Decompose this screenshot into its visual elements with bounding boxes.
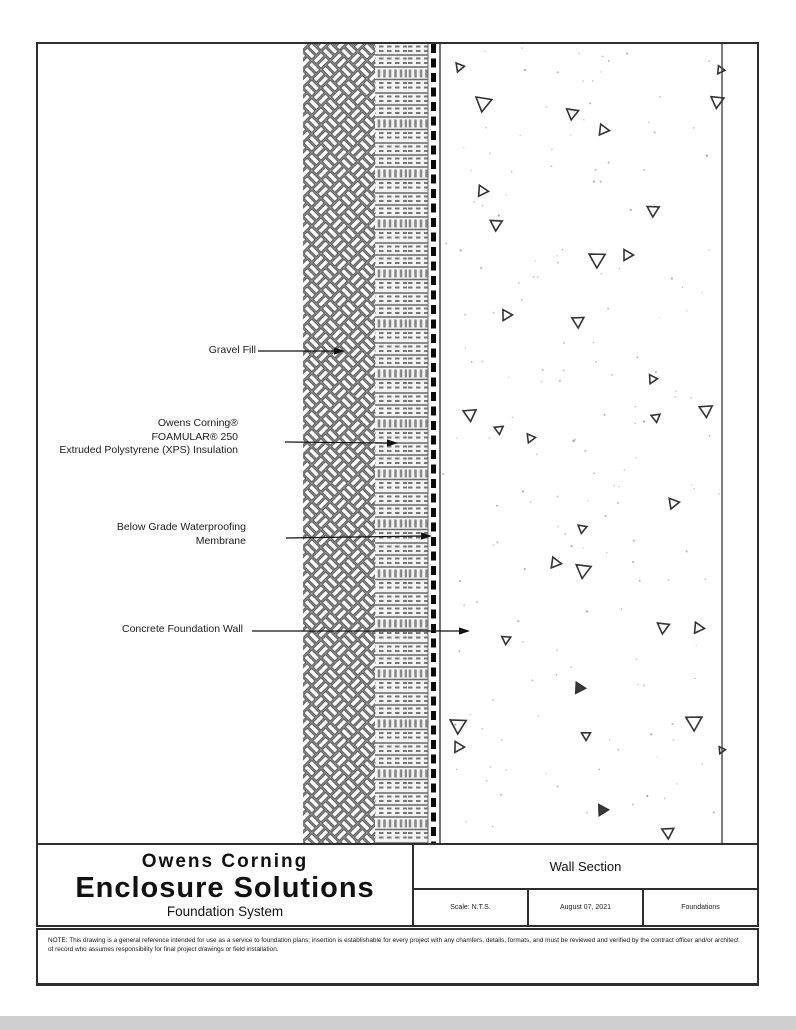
stipple-dot	[586, 610, 588, 612]
stipple-dot	[556, 496, 558, 498]
stipple-dot	[536, 453, 538, 455]
stipple-dot	[486, 780, 488, 782]
stipple-dot	[583, 119, 585, 121]
stipple-dot	[643, 169, 645, 171]
stipple-dot	[458, 650, 460, 652]
stipple-dot	[551, 165, 553, 167]
stipple-dot	[654, 131, 656, 133]
stipple-dot	[476, 601, 478, 603]
stipple-dot	[480, 267, 482, 269]
stipple-dot	[482, 204, 484, 206]
stipple-dot	[471, 361, 473, 363]
stipple-dot	[664, 797, 666, 799]
aggregate-triangle	[656, 623, 669, 634]
stipple-dot	[704, 578, 706, 580]
stipple-dot	[691, 484, 693, 486]
callout-text: FOAMULAR® 250	[151, 430, 238, 443]
stipple-dot	[595, 361, 597, 363]
aggregate-triangle	[527, 433, 536, 443]
gravel-hatch	[303, 44, 375, 843]
stipple-dot	[489, 437, 491, 439]
stipple-dot	[532, 276, 534, 278]
stipple-dot	[556, 674, 558, 676]
stipple-dot	[713, 811, 715, 813]
aggregate-triangle	[695, 622, 705, 634]
stipple-dot	[696, 645, 698, 647]
stipple-dot	[623, 470, 625, 472]
stipple-dot	[702, 763, 704, 765]
stipple-dot	[464, 347, 466, 349]
stipple-dot	[506, 194, 508, 196]
stipple-dot	[708, 60, 710, 62]
stipple-dot	[570, 666, 572, 668]
aggregate-triangle	[575, 565, 591, 580]
aggregate-triangles	[450, 62, 726, 839]
stipple-dot	[639, 580, 641, 582]
stipple-dot	[563, 370, 565, 372]
stipple-dot	[470, 714, 472, 716]
stipple-dot	[606, 552, 607, 553]
stipple-dot	[562, 249, 564, 251]
stipple-dot	[481, 728, 483, 730]
stipple-dot	[485, 127, 487, 129]
stipple-dot	[559, 380, 561, 382]
stipple-dot	[532, 679, 534, 681]
aggregate-triangle	[582, 733, 591, 741]
stipple-dot	[701, 292, 703, 294]
stipple-dot	[535, 260, 537, 262]
stipple-dot	[463, 604, 465, 606]
callout-text: Concrete Foundation Wall	[121, 623, 243, 635]
stipple-dot	[618, 486, 619, 487]
callout-text: Gravel Fill	[208, 344, 256, 356]
callout-text: Owens Corning®	[157, 417, 238, 429]
callout-xps-insulation	[0, 417, 238, 458]
stipple-dot	[578, 53, 579, 54]
aggregate-triangle	[455, 741, 465, 752]
stipple-dot	[538, 715, 540, 717]
stipple-dot	[648, 121, 650, 123]
stipple-dot	[686, 310, 688, 312]
concrete-stipple	[442, 47, 720, 827]
stipple-dot	[582, 547, 583, 548]
stipple-dot	[586, 812, 588, 814]
stipple-dot	[621, 608, 622, 609]
stipple-dot	[600, 71, 602, 73]
stipple-dot	[517, 620, 519, 622]
stipple-dot	[655, 371, 657, 373]
aggregate-triangle	[551, 557, 562, 569]
aggregate-triangle	[474, 97, 492, 113]
stipple-dot	[465, 821, 467, 823]
stipple-dot	[632, 561, 634, 563]
stipple-dot	[481, 360, 483, 362]
stipple-dot	[675, 390, 677, 392]
stipple-dot	[709, 435, 711, 437]
stipple-dot	[607, 308, 609, 310]
stipple-dot	[500, 794, 502, 796]
stipple-dot	[518, 282, 520, 284]
stipple-dot	[551, 148, 553, 150]
stipple-dot	[459, 580, 461, 582]
stipple-dot	[718, 493, 720, 495]
stipple-dot	[626, 52, 628, 54]
stipple-dot	[671, 723, 673, 725]
stipple-dot	[456, 437, 458, 439]
stipple-dot	[489, 152, 491, 154]
stipple-dot	[546, 106, 547, 107]
stipple-dot	[496, 505, 498, 507]
stipple-dot	[676, 783, 678, 785]
note-text: NOTE: This drawing is a general reference intended for use as a service to foundation plans; insertion is establishable for every project with any chamfers, details, formats, and must be reviewed and verified by the contract officer and/or architect of record who assumes responsibility for final project drawings or field installation.	[48, 937, 739, 953]
aggregate-triangle	[490, 220, 503, 231]
aggregate-triangle	[589, 254, 605, 268]
stipple-dot	[653, 204, 655, 206]
stipple-dot	[656, 756, 657, 757]
stipple-dot	[686, 551, 688, 553]
stipple-dot	[492, 826, 493, 827]
stipple-dot	[659, 317, 661, 319]
aggregate-triangle	[501, 636, 511, 644]
stipple-dot	[557, 262, 559, 264]
stipple-dot	[619, 268, 621, 270]
stipple-dot	[537, 276, 539, 278]
stipple-dot	[595, 169, 597, 171]
drawing-title: Wall Section	[414, 845, 757, 890]
aggregate-triangle	[624, 250, 634, 261]
stipple-dot	[674, 396, 676, 398]
stipple-dot	[603, 414, 605, 416]
stipple-dot	[632, 804, 634, 806]
aggregate-triangle	[576, 682, 586, 693]
stipple-dot	[636, 357, 638, 359]
stipple-dot	[570, 134, 572, 136]
stipple-dot	[556, 255, 558, 257]
stipple-dot	[636, 457, 637, 458]
callout-waterproofing-membrane	[6, 521, 246, 548]
stipple-dot	[519, 135, 520, 136]
stipple-dot	[609, 739, 611, 741]
stipple-dot	[646, 795, 648, 797]
aggregate-triangle	[651, 414, 661, 423]
stipple-dot	[668, 579, 670, 581]
callout-gravel-fill	[16, 344, 256, 358]
aggregate-triangle	[650, 374, 658, 383]
title-block-right	[414, 845, 757, 925]
product-title: Enclosure Solutions	[75, 872, 375, 904]
aggregate-triangle	[577, 525, 587, 534]
aggregate-triangle	[456, 62, 465, 72]
stipple-dot	[584, 450, 586, 452]
stipple-dot	[693, 127, 695, 129]
aggregate-triangle	[565, 109, 578, 121]
stipple-dot	[564, 533, 566, 535]
stipple-dot	[613, 485, 615, 487]
stipple-dot	[589, 102, 591, 104]
stipple-dot	[600, 273, 602, 275]
stipple-dot	[512, 416, 514, 418]
aggregate-triangle	[494, 426, 504, 435]
stipple-dot	[456, 769, 457, 770]
brand-title: Owens Corning	[141, 851, 309, 872]
stipple-dot	[493, 544, 495, 546]
stipple-dot	[637, 684, 639, 686]
stipple-dot	[592, 80, 594, 82]
stipple-dot	[602, 56, 603, 57]
stipple-dot	[571, 545, 573, 547]
aggregate-triangle	[463, 410, 477, 422]
stipple-dot	[454, 723, 456, 725]
stipple-dot	[521, 47, 523, 49]
stipple-dot	[463, 147, 464, 148]
aggregate-triangle	[699, 406, 713, 418]
callout-concrete-wall	[3, 623, 243, 637]
stipple-dot	[508, 377, 509, 378]
stipple-dot	[608, 162, 610, 164]
system-subtitle: Foundation System	[166, 904, 284, 919]
callout-text: Extruded Polystyrene (XPS) Insulation	[59, 444, 238, 456]
aggregate-triangle	[450, 720, 466, 734]
aggregate-triangle	[599, 124, 610, 136]
stipple-dot	[470, 170, 472, 172]
stipple-dot	[572, 440, 574, 442]
aggregate-triangle	[572, 317, 584, 328]
stipple-dot	[690, 397, 692, 399]
stipple-dot	[492, 312, 494, 314]
stipple-dot	[442, 473, 444, 475]
title-block-fields	[414, 890, 757, 925]
stipple-dot	[599, 769, 601, 771]
stipple-dot	[682, 286, 683, 287]
stipple-dot	[593, 180, 595, 182]
stipple-dot	[593, 342, 595, 344]
canvas-gutter	[0, 1016, 796, 1030]
callout-arrowhead	[459, 627, 470, 634]
stipple-dot	[605, 515, 607, 517]
stipple-dot	[501, 739, 503, 741]
stipple-dot	[611, 374, 613, 376]
stipple-dot	[473, 201, 475, 203]
callout-text: Below Grade Waterproofing	[116, 521, 246, 533]
stipple-dot	[617, 502, 619, 504]
scale-field: Scale: N.T.S.	[450, 904, 491, 911]
stipple-dot	[524, 69, 526, 71]
stipple-dot	[593, 472, 595, 474]
stipple-dot	[490, 766, 491, 767]
stipple-dot	[635, 406, 637, 408]
date-field: August 07, 2021	[527, 890, 642, 925]
stipple-dot	[522, 490, 524, 492]
stipple-dot	[617, 749, 619, 751]
aggregate-triangle	[479, 185, 489, 197]
aggregate-triangle	[503, 309, 513, 320]
stipple-dot	[706, 155, 708, 157]
stipple-dot	[659, 96, 661, 98]
stipple-dot	[524, 568, 526, 570]
stipple-dot	[633, 539, 635, 541]
stipple-dot	[460, 249, 462, 251]
callout-text: Membrane	[195, 534, 246, 547]
stipple-dot	[511, 171, 512, 172]
stipple-dot	[673, 739, 675, 741]
stipple-dot	[563, 342, 565, 344]
stipple-dot	[582, 80, 584, 82]
stipple-dot	[600, 181, 602, 183]
aggregate-triangle	[599, 804, 609, 815]
stipple-dot	[445, 242, 447, 244]
stipple-dot	[496, 541, 498, 543]
stipple-dot	[643, 685, 645, 687]
stipple-dot	[634, 423, 635, 424]
aggregate-triangle	[686, 717, 702, 731]
stipple-dot	[636, 658, 638, 660]
stipple-dot	[498, 214, 500, 216]
title-block-company-cell	[38, 845, 414, 925]
stipple-dot	[694, 488, 695, 489]
stipple-dot	[694, 678, 695, 679]
stipple-dot	[484, 51, 486, 53]
stipple-dot	[608, 60, 610, 62]
stipple-dot	[541, 381, 543, 383]
stipple-dot	[522, 641, 524, 643]
stipple-dot	[671, 277, 673, 279]
stipple-dot	[650, 733, 652, 735]
stipple-dot	[464, 314, 466, 316]
sheet-field: Foundations	[642, 890, 757, 925]
stipple-dot	[521, 299, 523, 301]
stipple-dot	[530, 501, 531, 502]
aggregate-triangle	[647, 206, 659, 217]
stipple-dot	[587, 500, 589, 502]
stipple-dot	[708, 249, 709, 250]
stipple-dot	[505, 769, 507, 771]
aggregate-triangle	[669, 497, 680, 509]
stipple-dot	[557, 71, 559, 73]
stipple-dot	[557, 785, 559, 787]
stipple-dot	[545, 772, 547, 774]
stipple-dot	[630, 209, 632, 211]
stipple-dot	[542, 369, 544, 371]
note-box	[36, 928, 759, 986]
stipple-dot	[557, 525, 559, 527]
stipple-dot	[492, 699, 494, 701]
stipple-dot	[643, 420, 645, 422]
title-block	[36, 843, 759, 925]
stipple-dot	[556, 649, 558, 651]
aggregate-triangle	[662, 828, 675, 839]
